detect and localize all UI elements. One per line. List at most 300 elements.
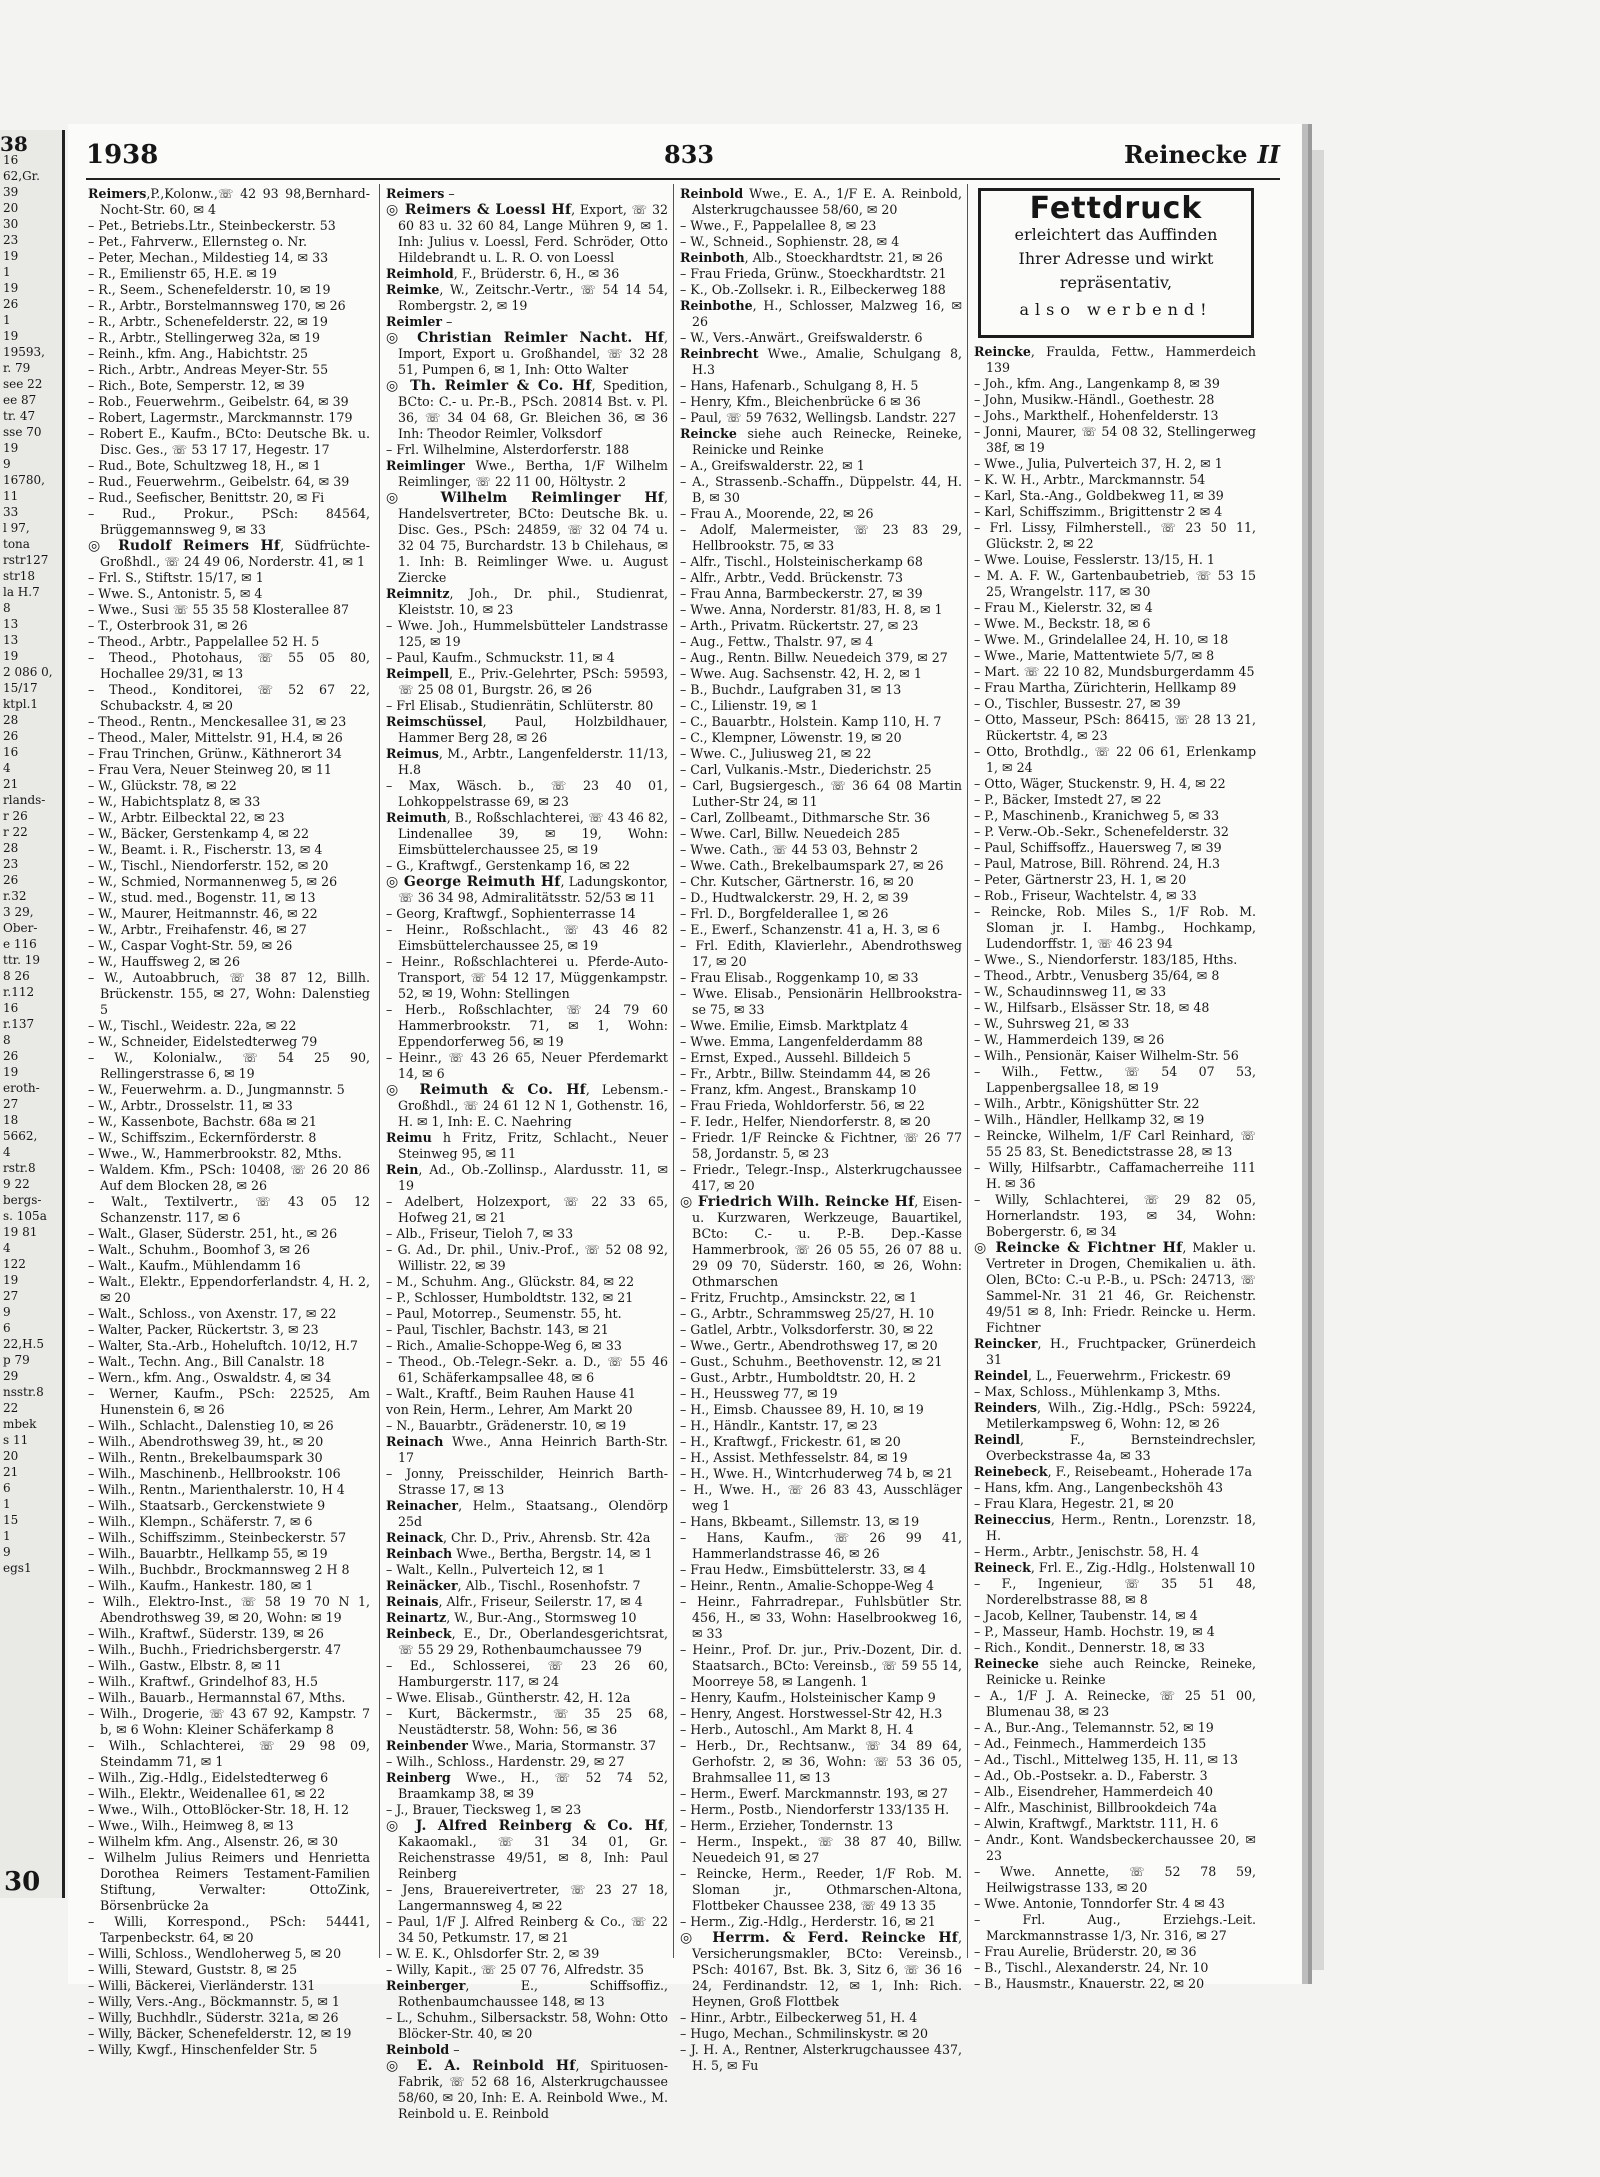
directory-entry: – A., Strassenb.-Schaffn., Düppelstr. 44, H. B, ✉ 30 [680, 474, 962, 505]
directory-entry: – R., Emilienstr 65, H.E. ✉ 19 [88, 266, 277, 281]
directory-entry: Reinäcker, Alb., Tischl., Rosenhofstr. 7 [386, 1578, 641, 1593]
directory-entry: – Hans, kfm. Ang., Langenbeckshöh 43 [974, 1480, 1223, 1495]
directory-entry: – Alb., Eisendreher, Hammerdeich 40 [974, 1784, 1214, 1799]
directory-entry: – Reincke, Rob. Miles S., 1/F Rob. M. Sloman jr. I. Hambg., Hochkamp, Ludendorffstr. 1, ☏ 46 23 94 [974, 904, 1256, 951]
directory-entry: – R., Arbtr., Stellingerweg 32a, ✉ 19 [88, 330, 320, 345]
directory-entry: – Rob., Feuerwehrm., Geibelstr. 64, ✉ 39 [88, 394, 349, 409]
directory-entry: – H., Heussweg 77, ✉ 19 [680, 1386, 838, 1401]
directory-entry: – Carl, Bugsiergesch., ☏ 36 64 08 Martin Luther-Str 24, ✉ 11 [680, 778, 962, 809]
previous-page-line: eroth- [3, 1081, 40, 1095]
directory-entry: – Wwe. Anna, Norderstr. 81/83, H. 8, ✉ 1 [680, 602, 943, 617]
previous-page-line: 19 [3, 281, 19, 295]
directory-entry: – G., Kraftwgf., Gerstenkamp 16, ✉ 22 [386, 858, 631, 873]
directory-entry: – Frl. D., Borgfelderallee 1, ✉ 26 [680, 906, 889, 921]
directory-entry: – M. A. F. W., Gartenbaubetrieb, ☏ 53 15 25, Wrangelstr. 117, ✉ 30 [974, 568, 1256, 599]
previous-page-line: 39 [3, 185, 19, 199]
directory-entry: – Alfr., Arbtr., Vedd. Brückenstr. 73 [680, 570, 903, 585]
directory-entry: – Wwe. Cath., ☏ 44 53 03, Behnstr 2 [680, 842, 919, 857]
previous-page-line: p 79 [3, 1353, 30, 1367]
directory-entry: – Wwe. M., Grindelallee 24, H. 10, ✉ 18 [974, 632, 1229, 647]
directory-entry: Reimuth, B., Roßschlachterei, ☏ 43 46 82, Lindenallee 39, ✉ 19, Wohn: Eimsbüttelerchaussee 25, ✉ 19 [386, 810, 668, 857]
previous-page-line: rstr127 [3, 553, 49, 567]
directory-entry: Reinbold Wwe., E. A., 1/F E. A. Reinbold, Alsterkrugchaussee 58/60, ✉ 20 [680, 186, 962, 217]
directory-entry: – Herb., Roßschlachter, ☏ 24 79 60 Hammerbrookstr. 71, ✉ 1, Wohn: Eppendorferweg 56, ✉ 19 [386, 1002, 668, 1049]
directory-entry: ◎ E. A. Reinbold Hf, Spirituosen-Fabrik, ☏ 52 68 16, Alsterkrugchaussee 58/60, ✉ 20, Inh: E. A. Reinbold Wwe., M. Reinbold u. E. Reinbold [386, 2058, 668, 2121]
previous-page-line: s 11 [3, 1433, 29, 1447]
directory-entry: – Rich., Arbtr., Andreas Meyer-Str. 55 [88, 362, 329, 377]
previous-page-line: 19593, [3, 345, 45, 359]
directory-entry: – W., Habichtsplatz 8, ✉ 33 [88, 794, 261, 809]
directory-entry: – G., Arbtr., Schrammsweg 25/27, H. 10 [680, 1306, 935, 1321]
directory-entry: – Reincke, Herm., Reeder, 1/F Rob. M. Sloman jr., Othmarschen-Altona, Flottbeker Chaussee 238, ☏ 49 13 35 [680, 1866, 962, 1913]
directory-entry: – Herm., Ewerf. Marckmannstr. 193, ✉ 27 [680, 1786, 948, 1801]
directory-entry: ◎ J. Alfred Reinberg & Co. Hf, Kakaomakl., ☏ 31 34 01, Gr. Reichenstrasse 49/51, ✉ 8, Inh: Paul Reinberg [386, 1818, 668, 1881]
directory-entry: – W., Suhrsweg 21, ✉ 33 [974, 1016, 1130, 1031]
previous-page-line: 9 22 [3, 1177, 30, 1191]
directory-entry: – G. Ad., Dr. phil., Univ.-Prof., ☏ 52 08 92, Willistr. 22, ✉ 39 [386, 1242, 668, 1273]
previous-page-line: 9 [3, 1545, 11, 1559]
directory-entry: – Wwe., Julia, Pulverteich 37, H. 2, ✉ 1 [974, 456, 1223, 471]
directory-entry: – Wwe., F., Pappelallee 8, ✉ 23 [680, 218, 877, 233]
directory-entry: – Gust., Schuhm., Beethovenstr. 12, ✉ 21 [680, 1354, 943, 1369]
directory-entry: – Willy, Schlachterei, ☏ 29 82 05, Hornerlandstr. 193, ✉ 34, Wohn: Bobergerstr. 6, ✉ 34 [974, 1192, 1256, 1239]
directory-entry: – Theod., Konditorei, ☏ 52 67 22, Schubackstr. 4, ✉ 20 [88, 682, 370, 713]
previous-page-line: 22 [3, 1401, 19, 1415]
directory-entry: – Herm., Zig.-Hdlg., Herderstr. 16, ✉ 21 [680, 1914, 936, 1929]
previous-page-line: 8 [3, 1033, 11, 1047]
directory-entry: – Reincke, Wilhelm, 1/F Carl Reinhard, ☏ 55 25 83, St. Benedictstrasse 28, ✉ 13 [974, 1128, 1256, 1159]
directory-entry: – Fr., Arbtr., Billw. Steindamm 44, ✉ 26 [680, 1066, 931, 1081]
directory-entry: – Adelbert, Holzexport, ☏ 22 33 65, Hofweg 21, ✉ 21 [386, 1194, 668, 1225]
directory-entry: von Rein, Herm., Lehrer, Am Markt 20 [386, 1402, 633, 1417]
directory-entry: – Rich., Amalie-Schoppe-Weg 6, ✉ 33 [386, 1338, 622, 1353]
directory-page [68, 124, 1308, 2121]
previous-page-line: e 116 [3, 937, 37, 951]
directory-entry: – M., Schuhm. Ang., Glückstr. 84, ✉ 22 [386, 1274, 635, 1289]
directory-entry: – R., Arbtr., Borstelmannsweg 170, ✉ 26 [88, 298, 346, 313]
directory-entry: – P., Bäcker, Imstedt 27, ✉ 22 [974, 792, 1162, 807]
directory-entry: – H., Wwe. H., ☏ 26 83 43, Ausschläger weg 1 [680, 1482, 962, 1513]
directory-entry: – Wwe., Wilh., OttoBlöcker-Str. 18, H. 12 [88, 1802, 350, 1817]
directory-entry: – Alfr., Tischl., Holsteinischerkamp 68 [680, 554, 923, 569]
directory-entry: – Walt., Elektr., Eppendorferlandstr. 4, H. 2, ✉ 20 [88, 1274, 370, 1305]
directory-entry: – Walt., Techn. Ang., Bill Canalstr. 18 [88, 1354, 325, 1369]
directory-entry: – Rich., Bote, Semperstr. 12, ✉ 39 [88, 378, 305, 393]
directory-entry: – Frl. Edith, Klavierlehr., Abendrothsweg 17, ✉ 20 [680, 938, 962, 969]
directory-entry: – Wilh., Buchh., Friedrichsbergerstr. 47 [88, 1642, 342, 1657]
directory-entry: Reimpell, E., Priv.-Gelehrter, PSch: 59593, ☏ 25 08 01, Burgstr. 26, ✉ 26 [386, 666, 668, 697]
directory-entry: – W., Hauffsweg 2, ✉ 26 [88, 954, 240, 969]
directory-entry: Reinberger, E., Schiffsoffiz., Rothenbaumchaussee 148, ✉ 13 [386, 1978, 668, 2009]
directory-entry: Reinders, Wilh., Zig.-Hdlg., PSch: 59224, Metilerkampsweg 6, Wohn: 12, ✉ 26 [974, 1400, 1256, 1431]
previous-page-line: r.32 [3, 889, 27, 903]
previous-page-line: 20 [3, 201, 19, 215]
directory-entry: – J., Brauer, Tiecksweg 1, ✉ 23 [386, 1802, 582, 1817]
previous-page-line: 1 [3, 265, 11, 279]
previous-page-line: 1 [3, 313, 11, 327]
directory-entry: – Paul, Schiffsoffz., Hauersweg 7, ✉ 39 [974, 840, 1222, 855]
directory-entry: – Wilh., Kraftwf., Süderstr. 139, ✉ 26 [88, 1626, 324, 1641]
directory-entry: – Wwe. Carl, Billw. Neuedeich 285 [680, 826, 901, 841]
directory-entry: Reincke siehe auch Reinecke, Reineke, Reinicke und Reinke [680, 426, 962, 457]
previous-page-line: 23 [3, 233, 19, 247]
directory-entry: – Rich., Kondit., Dennerstr. 18, ✉ 33 [974, 1640, 1205, 1655]
directory-entry: – Max, Wäsch. b., ☏ 23 40 01, Lohkoppelstrasse 69, ✉ 23 [386, 778, 668, 809]
directory-entry: – Hans, Kaufm., ☏ 26 99 41, Hammerlandstrasse 46, ✉ 26 [680, 1530, 962, 1561]
directory-entry: – Paul, Kaufm., Schmuckstr. 11, ✉ 4 [386, 650, 615, 665]
directory-entry: – Jonny, Preisschilder, Heinrich Barth-Strasse 17, ✉ 13 [386, 1466, 668, 1497]
previous-page-line: r. 79 [3, 361, 31, 375]
directory-entry: – Frau Martha, Zürichterin, Hellkamp 89 [974, 680, 1237, 695]
directory-entry: – Frau M., Kielerstr. 32, ✉ 4 [974, 600, 1153, 615]
running-head [1124, 140, 1280, 169]
directory-entry: – Wilh., Schiffszimm., Steinbeckerstr. 57 [88, 1530, 347, 1545]
directory-entry: – E., Ewerf., Schanzenstr. 41 a, H. 3, ✉ 6 [680, 922, 941, 937]
previous-page-line: 19 [3, 441, 19, 455]
directory-entry: – Wilh., Rentn., Brekelbaumspark 30 [88, 1450, 323, 1465]
directory-entry: – Wwe. Annette, ☏ 52 78 59, Heilwigstrasse 133, ✉ 20 [974, 1864, 1256, 1895]
directory-entry: Reimke, W., Zeitschr.-Vertr., ☏ 54 14 54, Rombergstr. 2, ✉ 19 [386, 282, 668, 313]
directory-entry: – Willi, Steward, Guststr. 8, ✉ 25 [88, 1962, 298, 1977]
directory-entry: – Wilh., Abendrothsweg 39, ht., ✉ 20 [88, 1434, 324, 1449]
previous-page-line: 19 81 [3, 1225, 38, 1239]
directory-entry: – Wwe., Wilh., Heimweg 8, ✉ 13 [88, 1818, 294, 1833]
previous-page-line: 15/17 [3, 681, 38, 695]
directory-entry: ◎ Herrm. & Ferd. Reincke Hf, Versicherungsmakler, BCto: Vereinsb., PSch: 40167, Bst. Bk. 3, Sitz 6, ☏ 36 16 24, Ferdinandstr. 12, ✉ 1, Inh: Rich. Heynen, Groß Flottbek [680, 1930, 962, 2009]
directory-entry: – Robert, Lagermstr., Marckmannstr. 179 [88, 410, 353, 425]
directory-entry: – R., Seem., Schenefelderstr. 10, ✉ 19 [88, 282, 331, 297]
previous-page-line: 28 [3, 713, 19, 727]
directory-entry: – Wwe. M., Beckstr. 18, ✉ 6 [974, 616, 1151, 631]
directory-entry: – W., Schneider, Eidelstedterweg 79 [88, 1034, 318, 1049]
directory-entry: Reinacher, Helm., Staatsang., Olendörp 25d [386, 1498, 668, 1529]
previous-page-line: see 22 [3, 377, 43, 391]
directory-entry: – Wwe. Cath., Brekelbaumspark 27, ✉ 26 [680, 858, 944, 873]
previous-page-line: 4 [3, 1145, 11, 1159]
previous-page-line: 27 [3, 1097, 19, 1111]
directory-entry: Reinbold – [386, 2042, 460, 2057]
previous-page-line: Ober- [3, 921, 38, 935]
previous-page-line: 13 [3, 617, 19, 631]
directory-entry: – A., Greifswalderstr. 22, ✉ 1 [680, 458, 865, 473]
directory-entry: – Wilh., Zig.-Hdlg., Eidelstedterweg 6 [88, 1770, 329, 1785]
previous-page-line: 21 [3, 777, 19, 791]
directory-entry: Reimler – [386, 314, 453, 329]
directory-entry: – Frl. Lissy, Filmherstell., ☏ 23 50 11, Glückstr. 2, ✉ 22 [974, 520, 1256, 551]
directory-entry: – Frau Trinchen, Grünw., Käthnerort 34 [88, 746, 342, 761]
directory-entry: Reinbrecht Wwe., Amalie, Schulgang 8, H.3 [680, 346, 962, 377]
previous-page-line: 26 [3, 729, 19, 743]
previous-page-line: 1 [3, 1529, 11, 1543]
directory-entry: – R., Arbtr., Schenefelderstr. 22, ✉ 19 [88, 314, 328, 329]
directory-entry: – Wwe., S., Niendorferstr. 183/185, Hths. [974, 952, 1238, 967]
directory-entry: Reimu h Fritz, Fritz, Schlacht., Neuer Steinweg 95, ✉ 11 [386, 1130, 668, 1161]
directory-entry: – John, Musikw.-Händl., Goethestr. 28 [974, 392, 1215, 407]
directory-entry: – H., Eimsb. Chaussee 89, H. 10, ✉ 19 [680, 1402, 924, 1417]
directory-entry: – Reinh., kfm. Ang., Habichtstr. 25 [88, 346, 309, 361]
directory-entry: – Pet., Betriebs.Ltr., Steinbeckerstr. 53 [88, 218, 336, 233]
directory-entry: – Wilh., Schloss., Hardenstr. 29, ✉ 27 [386, 1754, 625, 1769]
directory-entry: – F., Ingenieur, ☏ 35 51 48, Norderelbstrasse 88, ✉ 8 [974, 1576, 1256, 1607]
directory-entry: – W., Arbtr., Drosselstr. 11, ✉ 33 [88, 1098, 293, 1113]
directory-entry: Reincker, H., Fruchtpacker, Grünerdeich 31 [974, 1336, 1256, 1367]
directory-entry: – Willi, Korrespond., PSch: 54441, Tarpenbeckstr. 64, ✉ 20 [88, 1914, 370, 1945]
directory-entry: – Walter, Packer, Rückertstr. 3, ✉ 23 [88, 1322, 319, 1337]
previous-page-line: 18 [3, 1113, 19, 1127]
directory-entry: – Wilhelm Julius Reimers und Henrietta Dorothea Reimers Testament-Familien Stiftung, Verwalter: OttoZink, Börsenbrücke 2a [88, 1850, 370, 1913]
directory-entry: – Paul, Tischler, Bachstr. 143, ✉ 21 [386, 1322, 609, 1337]
directory-entry: – Walt., Textilvertr., ☏ 43 05 12 Schanzenstr. 117, ✉ 6 [88, 1194, 370, 1225]
directory-entry: Reineck, Frl. E., Zig.-Hdlg., Holstenwall 10 [974, 1560, 1256, 1575]
directory-entry: – Wilh., Schlachterei, ☏ 29 98 09, Steindamm 71, ✉ 1 [88, 1738, 370, 1769]
directory-entry: – Theod., Photohaus, ☏ 55 05 80, Hochallee 29/31, ✉ 13 [88, 650, 370, 681]
directory-entry: – Alwin, Kraftwgf., Marktstr. 111, H. 6 [974, 1816, 1219, 1831]
directory-entry: – W. E. K., Ohlsdorfer Str. 2, ✉ 39 [386, 1946, 600, 1961]
directory-entry: – J. H. A., Rentner, Alsterkrugchaussee 437, H. 5, ✉ Fu [680, 2042, 962, 2073]
directory-entry: – Waldem. Kfm., PSch: 10408, ☏ 26 20 86 Auf dem Blocken 28, ✉ 26 [88, 1162, 370, 1193]
previous-page-line: 20 [3, 1449, 19, 1463]
directory-entry: – P., Schlosser, Humboldtstr. 132, ✉ 21 [386, 1290, 634, 1305]
directory-entry: Reimnitz, Joh., Dr. phil., Studienrat, Kleiststr. 10, ✉ 23 [386, 586, 668, 617]
directory-entry: – Carl, Vulkanis.-Mstr., Diederichstr. 25 [680, 762, 932, 777]
directory-entry: – Wilhelm kfm. Ang., Alsenstr. 26, ✉ 30 [88, 1834, 339, 1849]
directory-entry: – L., Schuhm., Silbersackstr. 58, Wohn: Otto Blöcker-Str. 40, ✉ 20 [386, 2010, 668, 2041]
directory-entry: ◎ Reincke & Fichtner Hf, Makler u. Vertreter in Drogen, Chemikalien u. äth. Olen, BCto: C.-u P.-B., u. PSch: 24713, ☏ Sammel-Nr. 31 21 46, Gr. Reichenstr. 49/51 ✉ 8, Inh: Friedr. Reincke u. Herm. Fichtner [974, 1240, 1256, 1335]
directory-entry: – Wilh., Kaufm., Hankestr. 180, ✉ 1 [88, 1578, 314, 1593]
directory-entry: ◎ Friedrich Wilh. Reincke Hf, Eisen- u. Kurzwaren, Werkzeuge, Bauartikel, BCto: C.- u. P.-B. Dep.-Kasse Hammerbrook, ☏ 26 05 55, 26 07 88 u. 29 09 70, Süderstr. 160, ✉ 26, Wohn: Othmarschen [680, 1194, 962, 1289]
directory-entry: – Wwe. Elisab., Güntherstr. 42, H. 12a [386, 1690, 631, 1705]
directory-entry: Reindel, L., Feuerwehrm., Frickestr. 69 [974, 1368, 1231, 1383]
page-number: 833 [664, 140, 715, 169]
directory-entry: – P., Masseur, Hamb. Hochstr. 19, ✉ 4 [974, 1624, 1215, 1639]
column-3 [680, 186, 962, 2074]
directory-entry: – Frau Elisab., Roggenkamp 10, ✉ 33 [680, 970, 919, 985]
directory-entry: – Wilh., Elektro-Inst., ☏ 58 19 70 N 1, Abendrothsweg 39, ✉ 20, Wohn: ✉ 19 [88, 1594, 370, 1625]
previous-page-line: 16 [3, 745, 19, 759]
directory-entry: – Herb., Dr., Rechtsanw., ☏ 34 89 64, Gerhofstr. 2, ✉ 36, Wohn: ☏ 53 36 05, Brahmsallee 11, ✉ 13 [680, 1738, 962, 1785]
directory-entry: – Andr., Kont. Wandsbeckerchaussee 20, ✉ 23 [974, 1832, 1256, 1863]
page-header [86, 140, 1280, 174]
directory-entry: – Walt., Kelln., Pulverteich 12, ✉ 1 [386, 1562, 605, 1577]
directory-entry: – W., Kassenbote, Bachstr. 68a ✉ 21 [88, 1114, 317, 1129]
directory-entry: – Herb., Autoschl., Am Markt 8, H. 4 [680, 1722, 914, 1737]
column-4-entries [974, 344, 1256, 1992]
directory-entry: – Alfr., Maschinist, Billbrookdeich 74a [974, 1800, 1217, 1815]
directory-entry: – Paul, Matrose, Bill. Röhrend. 24, H.3 [974, 856, 1221, 871]
previous-page-line: 33 [3, 505, 19, 519]
previous-page-line: rstr.8 [3, 1161, 36, 1175]
header-rule [86, 178, 1280, 180]
directory-entry: Reinecke siehe auch Reincke, Reineke, Reinicke u. Reinke [974, 1656, 1256, 1687]
directory-entry: Reinbeck, E., Dr., Oberlandesgerichtsrat, ☏ 55 29 29, Rothenbaumchaussee 79 [386, 1626, 668, 1657]
previous-page-line: 21 [3, 1465, 19, 1479]
previous-page-line: 19 [3, 1273, 19, 1287]
directory-entry: – Willi, Bäckerei, Vierländerstr. 131 [88, 1978, 316, 1993]
previous-page-line: sse 70 [3, 425, 42, 439]
directory-entry: – Wwe. Aug. Sachsenstr. 42, H. 2, ✉ 1 [680, 666, 922, 681]
previous-page-line: 19 [3, 649, 19, 663]
directory-entry: – Paul, 1/F J. Alfred Reinberg & Co., ☏ 22 34 50, Petkumstr. 17, ✉ 21 [386, 1914, 668, 1945]
directory-entry: Reimus, M., Arbtr., Langenfelderstr. 11/13, H.8 [386, 746, 668, 777]
advertisement-box [978, 188, 1254, 338]
directory-entry: – Heinr., Prof. Dr. jur., Priv.-Dozent, Dir. d. Staatsarch., BCto: Vereinsb., ☏ 59 55 14, Moorreye 58, ✉ Langenh. 1 [680, 1642, 962, 1689]
directory-entry: – H., Assist. Methfesselstr. 84, ✉ 19 [680, 1450, 908, 1465]
directory-entry: Reinberg Wwe., H., ☏ 52 74 52, Braamkamp 38, ✉ 39 [386, 1770, 668, 1801]
directory-entry: – Peter, Gärtnerstr 23, H. 1, ✉ 20 [974, 872, 1187, 887]
column-2 [386, 186, 668, 2122]
previous-page-line: mbek [3, 1417, 37, 1431]
directory-entry: – Jens, Brauereivertreter, ☏ 23 27 18, Langermannsweg 4, ✉ 22 [386, 1882, 668, 1913]
directory-entry: – Carl, Zollbeamt., Dithmarsche Str. 36 [680, 810, 931, 825]
column-4 [974, 186, 1256, 1992]
directory-entry: – Wilh., Maschinenb., Hellbrookstr. 106 [88, 1466, 341, 1481]
directory-entry: – W., Glückstr. 78, ✉ 22 [88, 778, 237, 793]
previous-page-line: 6 [3, 1481, 11, 1495]
directory-entry: – B., Hausmstr., Knauerstr. 22, ✉ 20 [974, 1976, 1205, 1991]
directory-entry: – Frau A., Moorende, 22, ✉ 26 [680, 506, 874, 521]
directory-entry: – Wilh., Fettw., ☏ 54 07 53, Lappenbergsallee 18, ✉ 19 [974, 1064, 1256, 1095]
directory-entry: – Karl, Sta.-Ang., Goldbekweg 11, ✉ 39 [974, 488, 1224, 503]
directory-entry: – Ad., Feinmech., Hammerdeich 135 [974, 1736, 1207, 1751]
directory-entry: – Karl, Schiffszimm., Brigittenstr 2 ✉ 4 [974, 504, 1223, 519]
directory-entry: – Willy, Vers.-Ang., Böckmannstr. 5, ✉ 1 [88, 1994, 340, 2009]
directory-entry: – W., Schiffszim., Eckernförderstr. 8 [88, 1130, 317, 1145]
directory-entry: – Wwe. S., Antonistr. 5, ✉ 4 [88, 586, 263, 601]
directory-entry: Reinboth, Alb., Stoeckhardtstr. 21, ✉ 26 [680, 250, 943, 265]
directory-entry: – Henry, Angest. Horstwessel-Str 42, H.3 [680, 1706, 943, 1721]
directory-entry: – Aug., Fettw., Thalstr. 97, ✉ 4 [680, 634, 874, 649]
page-year: 1938 [86, 140, 159, 170]
directory-entry: – Frau Frieda, Grünw., Stoeckhardtstr. 21 [680, 266, 947, 281]
directory-entry: – Wilh., Händler, Hellkamp 32, ✉ 19 [974, 1112, 1205, 1127]
directory-entry: – Heinr., Fahrradrepar., Fuhlsbütler Str. 456, H., ✉ 33, Wohn: Haselbrookweg 16, ✉ 33 [680, 1594, 962, 1641]
previous-page-line: 29 [3, 1369, 19, 1383]
directory-entry: – Jacob, Kellner, Taubenstr. 14, ✉ 4 [974, 1608, 1198, 1623]
previous-page-line: r.112 [3, 985, 35, 999]
directory-entry: – Peter, Mechan., Mildestieg 14, ✉ 33 [88, 250, 329, 265]
directory-entry: – Robert E., Kaufm., BCto: Deutsche Bk. u. Disc. Ges., ☏ 53 17 17, Hegestr. 17 [88, 426, 370, 457]
directory-entry: – W., Feuerwehrm. a. D., Jungmannstr. 5 [88, 1082, 345, 1097]
previous-page-line: rlands- [3, 793, 46, 807]
directory-entry: ◎ George Reimuth Hf, Ladungskontor, ☏ 36 34 98, Admiralitätsstr. 52/53 ✉ 11 [386, 874, 668, 905]
directory-entry: – Theod., Maler, Mittelstr. 91, H.4, ✉ 26 [88, 730, 343, 745]
directory-entry: – Wwe., Susi ☏ 55 35 58 Klosterallee 87 [88, 602, 350, 617]
directory-entry: – Paul, Motorrep., Seumenstr. 55, ht. [386, 1306, 622, 1321]
directory-entry: – F. Iedr., Helfer, Niendorferstr. 8, ✉ 20 [680, 1114, 931, 1129]
directory-entry: – Pet., Fahrverw., Ellernsteg o. Nr. [88, 234, 308, 249]
directory-entry: – W., Bäcker, Gerstenkamp 4, ✉ 22 [88, 826, 309, 841]
column-divider [967, 184, 968, 1958]
directory-entry: – Frl. Aug., Erziehgs.-Leit. Marckmannstrasse 1/3, Nr. 316, ✉ 27 [974, 1912, 1256, 1943]
previous-page-line: 9 [3, 457, 11, 471]
directory-entry: – Mart. ☏ 22 10 82, Mundsburgerdamm 45 [974, 664, 1255, 679]
directory-entry: – Walter, Sta.-Arb., Hoheluftch. 10/12, H.7 [88, 1338, 358, 1353]
previous-page-line: 4 [3, 1241, 11, 1255]
directory-entry: – Herm., Inspekt., ☏ 38 87 40, Billw. Neuedeich 91, ✉ 27 [680, 1834, 962, 1865]
previous-page-line: 11 [3, 489, 19, 503]
directory-entry: – Willi, Schloss., Wendloherweg 5, ✉ 20 [88, 1946, 342, 1961]
directory-entry: Reinebeck, F., Reisebeamt., Hoherade 17a [974, 1464, 1253, 1479]
directory-entry: – Aug., Rentn. Billw. Neuedeich 379, ✉ 27 [680, 650, 948, 665]
previous-page-line: 30 [3, 217, 19, 231]
directory-entry: – Willy, Bäcker, Schenefelderstr. 12, ✉ 19 [88, 2026, 352, 2041]
directory-entry: – Frau Vera, Neuer Steinweg 20, ✉ 11 [88, 762, 332, 777]
ad-line: also werbend! [1019, 300, 1213, 319]
directory-entry: – Frau Anna, Barmbeckerstr. 27, ✉ 39 [680, 586, 923, 601]
directory-entry: – Hugo, Mechan., Schmilinskystr. ✉ 20 [680, 2026, 929, 2041]
directory-entry: ◎ Christian Reimler Nacht. Hf, Import, Export u. Großhandel, ☏ 32 28 51, Pumpen 6, ✉ 1, Inh: Otto Walter [386, 330, 668, 377]
directory-entry: – Wilh., Bauarb., Hermannstal 67, Mths. [88, 1690, 346, 1705]
directory-entry: – Wwe. Joh., Hummelsbütteler Landstrasse 125, ✉ 19 [386, 618, 668, 649]
previous-page-line: bergs- [3, 1193, 42, 1207]
directory-entry: ◎ Th. Reimler & Co. Hf, Spedition, BCto: C.- u. Pr.-B., PSch. 20814 Bst. v. Pl. 36, ☏ 34 04 68, Gr. Bleichen 36, ✉ 36 Inh: Theodor Reimler, Volksdorf [386, 378, 668, 441]
previous-page-line: 22,H.5 [3, 1337, 44, 1351]
directory-entry: – Friedr. 1/F Reincke & Fichtner, ☏ 26 77 58, Jordanstr. 5, ✉ 23 [680, 1130, 962, 1161]
previous-page-line: ttr. 19 [3, 953, 40, 967]
previous-page-line: 62,Gr. [3, 169, 40, 183]
previous-page-line: 19 [3, 249, 19, 263]
directory-entry: – Frau Frieda, Wohldorferstr. 56, ✉ 22 [680, 1098, 925, 1113]
directory-entry: – Heinr., Rentn., Amalie-Schoppe-Weg 4 [680, 1578, 935, 1593]
directory-entry: – Wwe. Emilie, Eimsb. Marktplatz 4 [680, 1018, 909, 1033]
directory-entry: – Walt., Schuhm., Boomhof 3, ✉ 26 [88, 1242, 311, 1257]
directory-entry: – Theod., Ob.-Telegr.-Sekr. a. D., ☏ 55 46 61, Schäferkampsallee 48, ✉ 6 [386, 1354, 668, 1385]
directory-entry: Reinais, Alfr., Friseur, Seilerstr. 17, ✉ 4 [386, 1594, 643, 1609]
directory-entry: – Wwe., Gertr., Abendrothsweg 17, ✉ 20 [680, 1338, 938, 1353]
directory-entry: – O., Tischler, Bussestr. 27, ✉ 39 [974, 696, 1181, 711]
directory-entry: – P., Maschinenb., Kranichweg 5, ✉ 33 [974, 808, 1220, 823]
running-head-roman: II [1257, 140, 1280, 169]
directory-entry: – K. W. H., Arbtr., Marckmannstr. 54 [974, 472, 1206, 487]
directory-entry: – Gatlel, Arbtr., Volksdorferstr. 30, ✉ 22 [680, 1322, 934, 1337]
directory-entry: – Rud., Seefischer, Benittstr. 20, ✉ Fi [88, 490, 325, 505]
directory-entry: – Wilh., Arbtr., Königshütter Str. 22 [974, 1096, 1200, 1111]
column-1 [88, 186, 370, 2058]
previous-page-line: s. 105a [3, 1209, 47, 1223]
directory-entry: – Johs., Markthelf., Hohenfelderstr. 13 [974, 408, 1219, 423]
directory-entry: – C., Klempner, Löwenstr. 19, ✉ 20 [680, 730, 902, 745]
directory-entry: – Otto, Brothdlg., ☏ 22 06 61, Erlenkamp 1, ✉ 24 [974, 744, 1256, 775]
directory-entry: – Wilh., Kraftwf., Grindelhof 83, H.5 [88, 1674, 319, 1689]
previous-page-line: 26 [3, 1049, 19, 1063]
directory-entry: – W., Schneid., Sophienstr. 28, ✉ 4 [680, 234, 900, 249]
directory-entry: – Otto, Wäger, Stuckenstr. 9, H. 4, ✉ 22 [974, 776, 1226, 791]
directory-entry: – Willy, Hilfsarbtr., Caffamacherreihe 111 H. ✉ 36 [974, 1160, 1256, 1191]
previous-page-bottom-number: 30 [4, 1867, 41, 1897]
previous-page-line: 28 [3, 841, 19, 855]
directory-entry: – Wilh., Staatsarb., Gerckenstwiete 9 [88, 1498, 326, 1513]
previous-page-line: ktpl.1 [3, 697, 39, 711]
directory-entry: – Hans, Bkbeamt., Sillemstr. 13, ✉ 19 [680, 1514, 920, 1529]
directory-entry: – A., Bur.-Ang., Telemannstr. 52, ✉ 19 [974, 1720, 1214, 1735]
directory-entry: – K., Ob.-Zollsekr. i. R., Eilbeckerweg 188 [680, 282, 946, 297]
directory-entry: – Frau Klara, Hegestr. 21, ✉ 20 [974, 1496, 1174, 1511]
column-divider [673, 184, 674, 1958]
directory-entry: Reimhold, F., Brüderstr. 6, H., ✉ 36 [386, 266, 620, 281]
directory-entry: – W., Tischl., Niendorferstr. 152, ✉ 20 [88, 858, 329, 873]
directory-entry: – Wilh., Elektr., Weidenallee 61, ✉ 22 [88, 1786, 326, 1801]
directory-entry: – Chr. Kutscher, Gärtnerstr. 16, ✉ 20 [680, 874, 914, 889]
previous-page-line: 5662, [3, 1129, 38, 1143]
directory-entry: Reimschüssel, Paul, Holzbildhauer, Hammer Berg 28, ✉ 26 [386, 714, 668, 745]
directory-entry: – W., Arbtr. Eilbecktal 22, ✉ 23 [88, 810, 285, 825]
directory-entry: Reindl, F., Bernsteindrechsler, Overbeckstrasse 4a, ✉ 33 [974, 1432, 1256, 1463]
directory-entry: – Wilh., Rentn., Marienthalerstr. 10, H 4 [88, 1482, 345, 1497]
directory-entry: – Jonni, Maurer, ☏ 54 08 32, Stellingerweg 38f, ✉ 19 [974, 424, 1256, 455]
directory-entry: – Kurt, Bäckermstr., ☏ 35 25 68, Neustädterstr. 58, Wohn: 56, ✉ 36 [386, 1706, 668, 1737]
directory-entry: – Willy, Kwgf., Hinschenfelder Str. 5 [88, 2042, 318, 2057]
directory-entry: – Wilh., Klempn., Schäferstr. 7, ✉ 6 [88, 1514, 313, 1529]
